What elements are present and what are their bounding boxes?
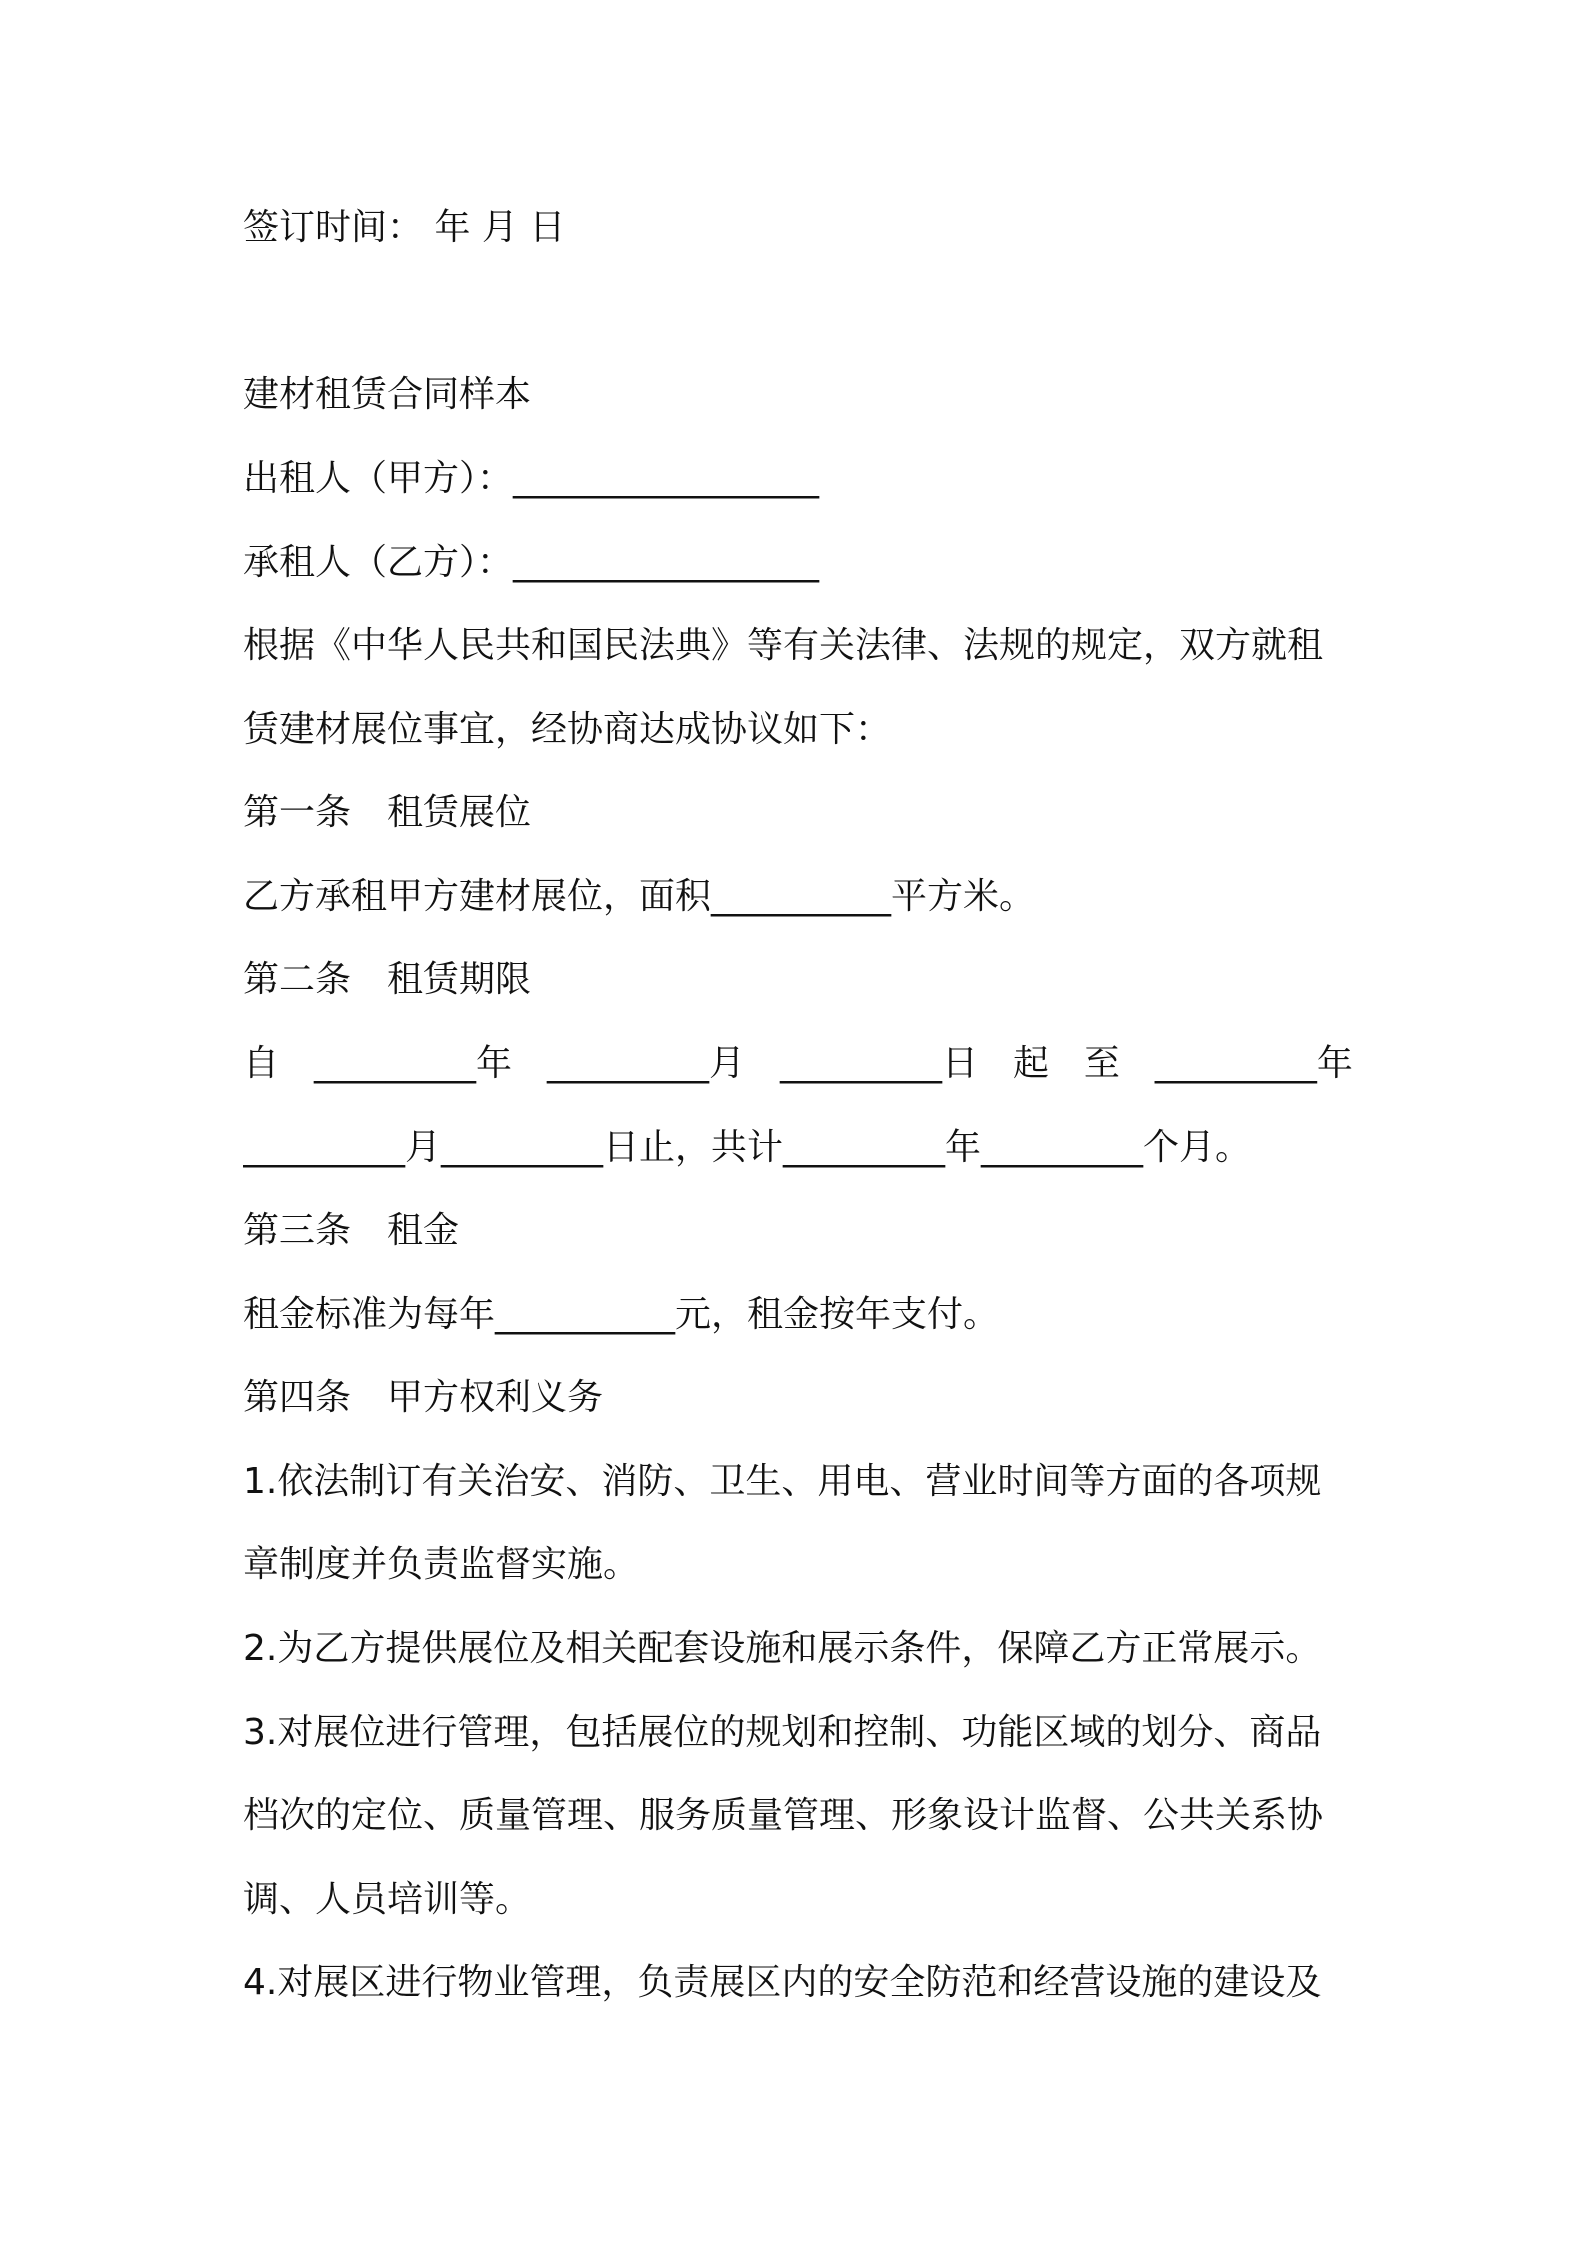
article4-item1-line-2: 章制度并负责监督实施。 — [243, 1544, 640, 1585]
lessee-line: 承租人（乙方）：_________________ — [243, 542, 820, 583]
article2-term-line-1 — [243, 1040, 1353, 1088]
term-part: _________日 — [779, 1043, 978, 1084]
article1-heading: 第一条 租赁展位 — [243, 792, 532, 833]
article4-heading: 第四条 甲方权利义务 — [243, 1377, 604, 1418]
preamble-line-2: 赁建材展位事宜，经协商达成协议如下： — [243, 709, 892, 750]
article4-item1-line-1: 1.依法制订有关治安、消防、卫生、用电、营业时间等方面的各项规 — [243, 1461, 1322, 1502]
sign-date: 签订时间： 年 月 日 — [243, 207, 566, 248]
term-part: 至 — [1083, 1043, 1120, 1084]
article4-item2: 2.为乙方提供展位及相关配套设施和展示条件，保障乙方正常展示。 — [243, 1628, 1322, 1669]
preamble-line-1: 根据《中华人民共和国民法典》等有关法律、法规的规定，双方就租 — [243, 625, 1324, 666]
article2-heading: 第二条 租赁期限 — [243, 959, 532, 1000]
article1-text: 乙方承租甲方建材展位，面积__________平方米。 — [243, 876, 1036, 917]
article4-item3-line-2: 档次的定位、质量管理、服务质量管理、形象设计监督、公共关系协 — [243, 1795, 1324, 1836]
article4-item3-line-3: 调、人员培训等。 — [243, 1879, 532, 1920]
term-part: _________年 — [313, 1043, 512, 1084]
article4-item3-line-1: 3.对展位进行管理，包括展位的规划和控制、功能区域的划分、商品 — [243, 1712, 1322, 1753]
article3-text: 租金标准为每年__________元，租金按年支付。 — [243, 1294, 1000, 1335]
term-part: 起 — [1012, 1043, 1049, 1084]
term-part: _________年 — [1154, 1043, 1353, 1084]
term-part: _________月 — [546, 1043, 745, 1084]
document-title: 建材租赁合同样本 — [243, 374, 532, 415]
lessor-line: 出租人（甲方）：_________________ — [243, 458, 820, 499]
article3-heading: 第三条 租金 — [243, 1210, 460, 1251]
term-part: 自 — [243, 1043, 280, 1084]
article2-term-line-2: _________月_________日止，共计_________年_________个月。 — [243, 1127, 1252, 1168]
article4-item4: 4.对展区进行物业管理，负责展区内的安全防范和经营设施的建设及 — [243, 1962, 1322, 2003]
